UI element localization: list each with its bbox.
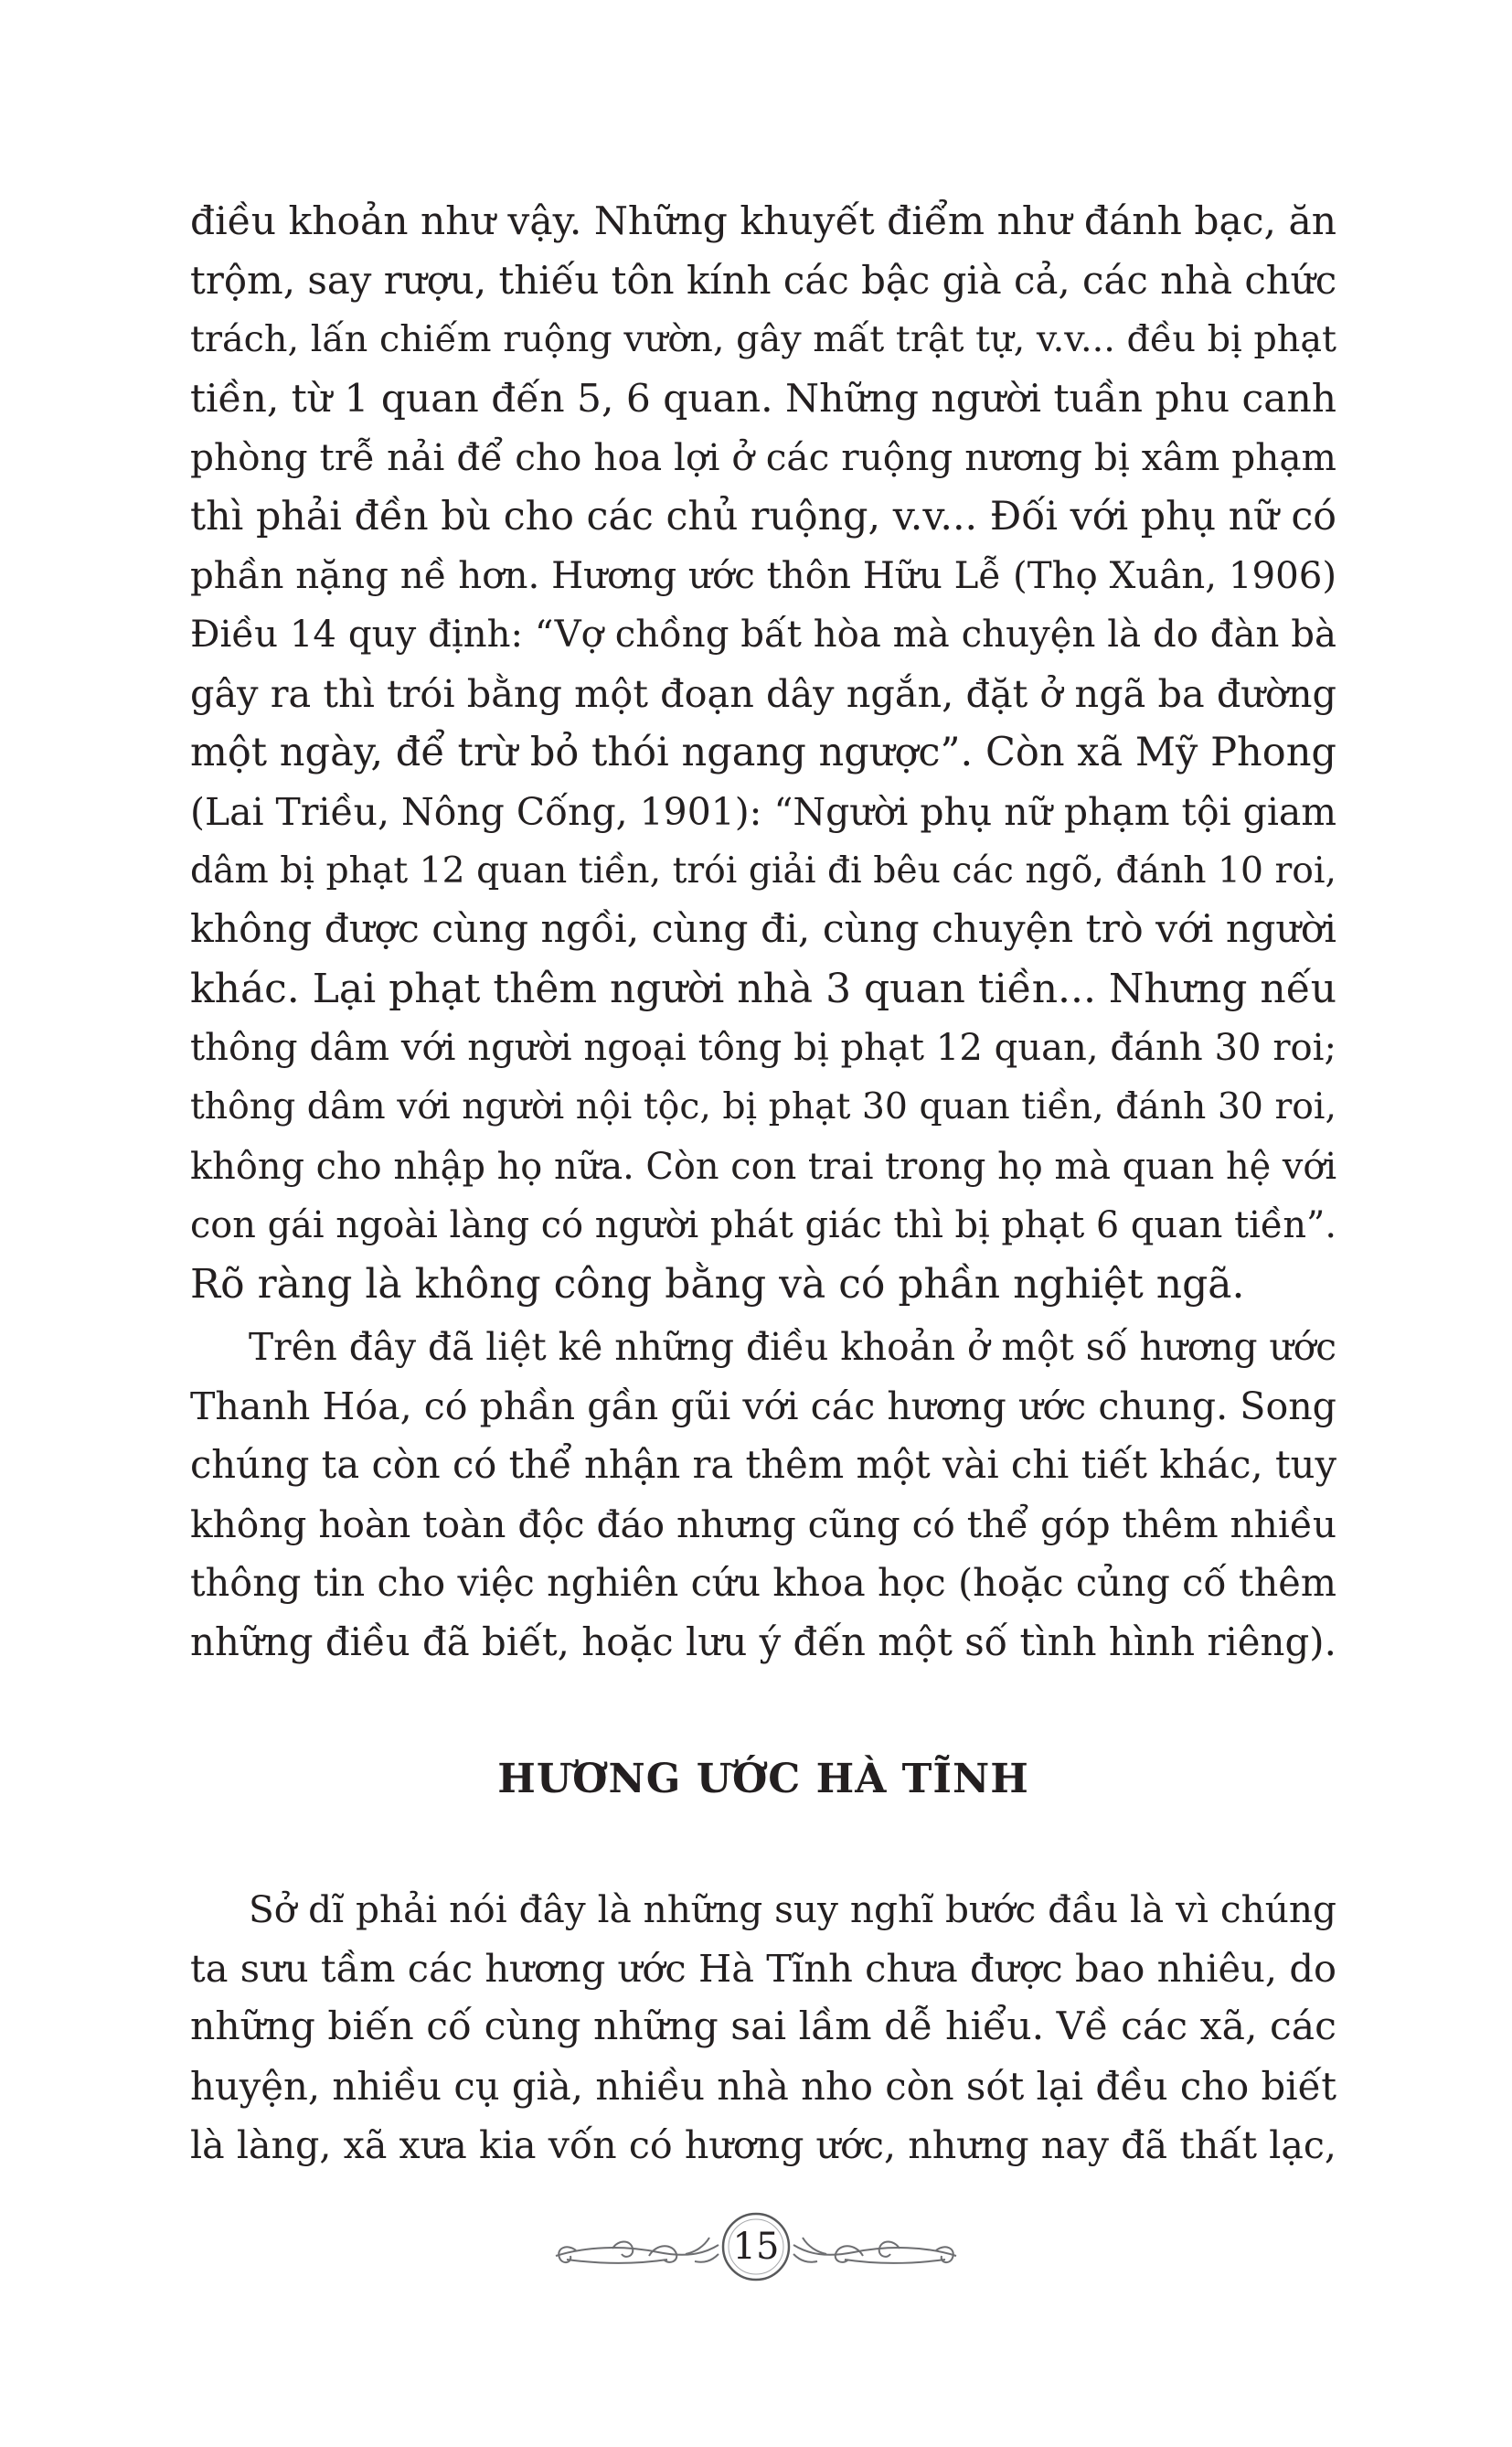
text-line: trộm, say rượu, thiếu tôn kính các bậc già cả, các nhà chức	[190, 257, 1337, 303]
text-line: tiền, từ 1 quan đến 5, 6 quan. Những người tuần phu canh	[190, 375, 1336, 421]
page-number: 15	[732, 2226, 780, 2268]
text-line: thông dâm với người nội tộc, bị phạt 30 quan tiền, đánh 30 roi,	[190, 1085, 1336, 1127]
text-line: trách, lấn chiếm ruộng vườn, gây mất trật tự, v.v... đều bị phạt	[190, 318, 1336, 361]
text-line: không được cùng ngồi, cùng đi, cùng chuyện trò với người	[190, 907, 1336, 953]
text-line: phần nặng nề hơn. Hương ước thôn Hữu Lễ (Thọ Xuân, 1906)	[190, 553, 1337, 597]
text-line: Trên đây đã liệt kê những điều khoản ở một số hương ước	[249, 1325, 1336, 1369]
text-line: điều khoản như vậy. Những khuyết điểm như đánh bạc, ăn	[190, 198, 1336, 243]
text-line: Điều 14 quy định: “Vợ chồng bất hòa mà chuyện là do đàn bà	[190, 614, 1336, 657]
paragraph	[190, 1880, 1336, 2175]
text-line: phòng trễ nải để cho hoa lợi ở các ruộng nương bị xâm phạm	[190, 435, 1336, 480]
page-footer	[548, 2208, 964, 2291]
text-line: dâm bị phạt 12 quan tiền, trói giải đi bêu các ngõ, đánh 10 roi,	[190, 850, 1336, 892]
text-line: Sở dĩ phải nói đây là những suy nghĩ bước đầu là vì chúng	[249, 1887, 1336, 1931]
text-line: những biến cố cùng những sai lầm dễ hiểu. Về các xã, các	[190, 2004, 1336, 2050]
text-line: Rõ ràng là không công bằng và có phần nghiệt ngã.	[190, 1260, 1245, 1308]
text-line: khác. Lại phạt thêm người nhà 3 quan tiền... Nhưng nếu	[190, 965, 1337, 1012]
text-line: (Lai Triều, Nông Cống, 1901): “Người phụ nữ phạm tội giam	[190, 789, 1337, 834]
text-line: là làng, xã xưa kia vốn có hương ước, nhưng nay đã thất lạc,	[190, 2123, 1336, 2168]
text-line: không hoàn toàn độc đáo nhưng cũng có thể góp thêm nhiều	[190, 1501, 1336, 1546]
paragraph	[190, 1318, 1336, 1672]
text-line: thông tin cho việc nghiên cứu khoa học (hoặc củng cố thêm	[190, 1561, 1336, 1606]
text-line: gây ra thì trói bằng một đoạn dây ngắn, đặt ở ngã ba đường	[190, 671, 1336, 716]
text-line: Thanh Hóa, có phần gần gũi với các hương ước chung. Song	[190, 1384, 1336, 1428]
text-line: những điều đã biết, hoặc lưu ý đến một số tình hình riêng).	[190, 1619, 1336, 1664]
text-line: ta sưu tầm các hương ước Hà Tĩnh chưa được bao nhiêu, do	[190, 1945, 1336, 1991]
text-line: thông dâm với người ngoại tông bị phạt 12 quan, đánh 30 roi;	[190, 1027, 1336, 1070]
text-line: không cho nhập họ nữa. Còn con trai trong họ mà quan hệ với	[190, 1145, 1337, 1188]
text-line: chúng ta còn có thể nhận ra thêm một vài chi tiết khác, tuy	[190, 1442, 1336, 1488]
text-line: một ngày, để trừ bỏ thói ngang ngược”. Còn xã Mỹ Phong	[190, 730, 1336, 776]
text-line: thì phải đền bù cho các chủ ruộng, v.v... Đối với phụ nữ có	[190, 493, 1336, 540]
text-line: con gái ngoài làng có người phát giác thì bị phạt 6 quan tiền”.	[190, 1204, 1337, 1247]
section-heading: HƯƠNG ƯỚC HÀ TĨNH	[497, 1756, 1029, 1802]
paragraph	[190, 192, 1336, 1314]
text-line: huyện, nhiều cụ già, nhiều nhà nho còn sót lại đều cho biết	[190, 2063, 1336, 2109]
